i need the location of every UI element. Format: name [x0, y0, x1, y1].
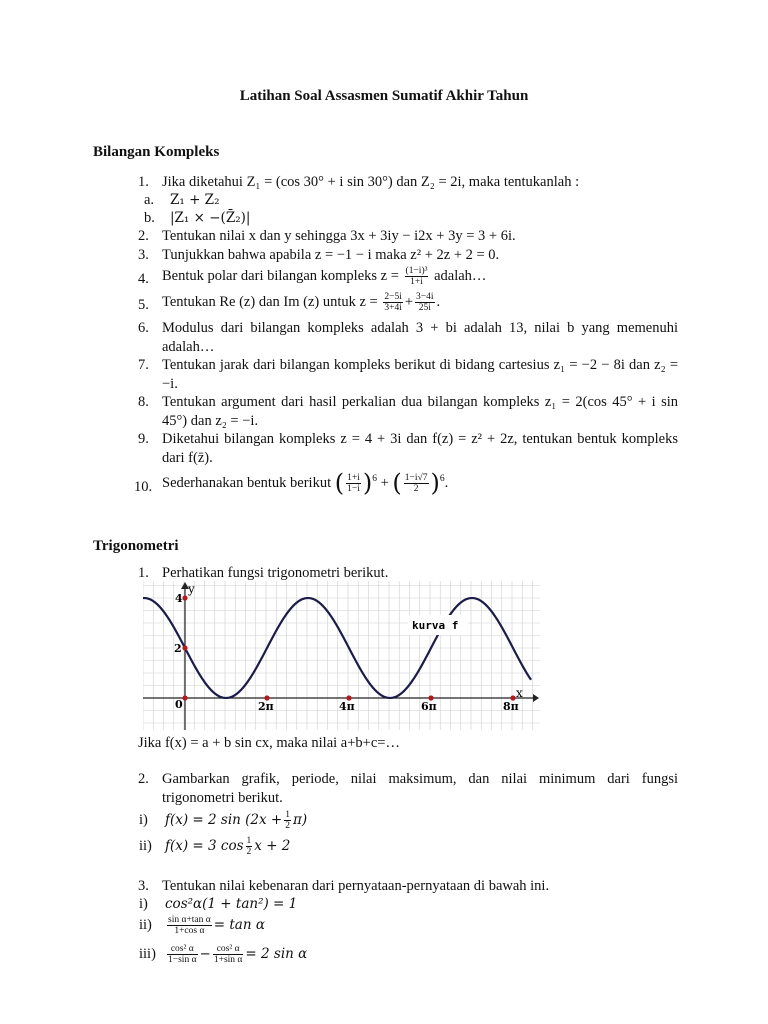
y-tick-4: 4 — [175, 592, 183, 605]
exponent: 6 — [372, 474, 377, 484]
fraction-denominator: 2 — [285, 821, 290, 831]
x-tick-4pi: 4π — [339, 700, 355, 713]
question-text-end: adalah… — [434, 267, 487, 284]
question-number: 6. — [138, 320, 149, 336]
fraction-numerator: 1 — [285, 810, 290, 820]
y-axis-label: y — [188, 582, 195, 596]
fraction — [346, 473, 361, 494]
question-number: 10. — [134, 479, 153, 495]
question-text: Modulus dari bilangan kompleks adalah 3 + bi adalah 13, nilai b yang memenuhi adalah… — [162, 320, 678, 355]
question-6 — [138, 319, 678, 357]
question-5 — [138, 292, 678, 313]
sub-label: a. — [144, 192, 155, 208]
sub-text: cos²α(1 + tan²) = 1 — [165, 896, 298, 912]
question-text: Tunjukkan bahwa apabila z = −1 − i maka z² + 2z + 2 = 0. — [162, 247, 500, 263]
fraction — [405, 266, 429, 287]
question-number: 4. — [138, 271, 149, 287]
question-9 — [138, 430, 678, 468]
question-1a — [144, 191, 219, 210]
question-number: 3. — [138, 878, 149, 894]
question-text: Tentukan argument dari hasil perkalian dua bilangan kompleks z₁ = 2(cos 45° + i sin 45°) dan z₂ = −i. — [162, 394, 678, 429]
fraction — [404, 473, 429, 494]
fraction-numerator: 1 — [246, 836, 252, 846]
question-7 — [138, 356, 678, 394]
fraction-numerator: cos² α — [167, 944, 198, 955]
section-heading-trigonometri: Trigonometri — [93, 538, 179, 554]
exponent: 6 — [439, 474, 445, 484]
sub-text: f(x) = 3 cos — [165, 837, 244, 854]
minus-sign: − — [199, 945, 211, 962]
page-title: Latihan Soal Assasmen Sumatif Akhir Tahun — [239, 88, 529, 104]
fraction-numerator: 1−i√7 — [404, 473, 428, 483]
question-1b — [144, 209, 250, 228]
question-number: 9. — [138, 431, 149, 447]
fraction-numerator: (1−i)³ — [405, 266, 428, 276]
trig-question-3 — [138, 877, 678, 896]
question-number: 7. — [138, 357, 149, 373]
fraction-denominator: 1+cos α — [174, 926, 205, 936]
question-number: 1. — [138, 174, 149, 190]
fraction — [167, 915, 212, 936]
fraction-denominator: 1+sin α — [213, 955, 243, 965]
question-number: 8. — [138, 394, 149, 410]
question-number: 2. — [138, 771, 149, 787]
sub-text: f(x) = 2 sin (2x + — [165, 811, 283, 828]
axis-point — [182, 695, 187, 700]
sub-label: i) — [139, 811, 148, 828]
trig-question-3-i — [139, 895, 297, 914]
fraction — [213, 944, 244, 965]
trig-question-2 — [138, 770, 678, 808]
plus-sign: + — [404, 293, 414, 310]
x-tick-6pi: 6π — [421, 700, 437, 713]
curve-label: kurva f — [412, 619, 459, 632]
question-text: Bentuk polar dari bilangan kompleks z = — [162, 267, 399, 284]
sub-label: iii) — [139, 945, 156, 962]
fraction — [383, 292, 403, 313]
question-text: Tentukan jarak dari bilangan kompleks berikut di bidang cartesius z₁ = −2 − 8i dan z₂ = −i. — [162, 357, 678, 392]
question-text: Perhatikan fungsi trigonometri berikut. — [162, 565, 389, 581]
fraction-denominator: 2 — [246, 847, 252, 857]
trig-question-2-ii — [139, 836, 290, 857]
trig-question-2-i — [139, 810, 307, 831]
question-number: 3. — [138, 247, 149, 263]
sub-text-end: π) — [292, 811, 308, 828]
fraction — [246, 836, 253, 857]
question-text: Sederhanakan bentuk berikut — [162, 474, 332, 491]
axis-point — [182, 645, 187, 650]
sub-label: b. — [144, 210, 155, 226]
fraction — [284, 810, 291, 831]
fraction-denominator: 1−i — [347, 484, 360, 494]
x-tick-8pi: 8π — [503, 700, 519, 713]
question-number: 5. — [138, 297, 149, 313]
fraction-numerator: cos² α — [213, 944, 244, 955]
fraction-numerator: 2−5i — [384, 292, 402, 302]
sub-text-end: = tan α — [213, 916, 265, 933]
period: . — [444, 474, 449, 491]
trig-question-3-iii — [139, 944, 307, 965]
fraction-denominator: 2 — [413, 484, 419, 494]
sub-text: Z₁ + Z₂ — [170, 192, 220, 208]
x-axis-arrow — [533, 694, 539, 702]
axis-point — [182, 595, 187, 600]
origin-label: 0 — [175, 698, 183, 711]
question-text: Tentukan nilai kebenaran dari pernyataan-pernyataan di bawah ini. — [162, 878, 550, 894]
fraction-numerator: 3−4i — [416, 292, 434, 302]
x-axis-label: x — [516, 686, 523, 700]
question-10: 10. Sederhanakan bentuk berikut ( $\frac{1+i}{1-i}$ )$^6$ + ( $\frac{1-i√7}{2}$ )$^6$. — [134, 469, 449, 497]
question-8 — [138, 393, 678, 431]
sub-text: |Z₁ × −(Z̄₂)| — [170, 210, 251, 226]
fraction-numerator: sin α+tan α — [168, 915, 211, 925]
trig-graph — [143, 581, 540, 730]
question-1 — [138, 173, 678, 192]
fraction-denominator: 1−sin α — [168, 955, 197, 965]
question-text: Gambarkan grafik, periode, nilai maksimum, dan nilai minimum dari fungsi trigonometri berikut. — [162, 771, 678, 806]
sub-label: i) — [139, 896, 148, 912]
question-4 — [138, 266, 678, 287]
fraction — [167, 944, 198, 965]
period: . — [436, 293, 441, 310]
trig-question-1-caption: Jika f(x) = a + b sin cx, maka nilai a+b+c=… — [138, 735, 400, 751]
x-tick-2pi: 2π — [258, 700, 274, 713]
fraction-denominator: 1+i — [410, 277, 423, 287]
question-number: 2. — [138, 228, 149, 244]
sub-label: ii) — [139, 837, 152, 854]
fraction-denominator: 3+4i — [384, 303, 402, 313]
fraction-denominator: 25i — [418, 303, 431, 313]
question-3 — [138, 246, 678, 265]
fraction — [415, 292, 435, 313]
trig-question-3-ii — [139, 915, 265, 936]
question-text: Tentukan Re (z) dan Im (z) untuk z = — [162, 293, 378, 310]
sub-label: ii) — [139, 916, 152, 933]
question-text: Diketahui bilangan kompleks z = 4 + 3i dan f(z) = z² + 2z, tentukan bentuk kompleks dari f(z̄). — [162, 431, 678, 466]
fraction-numerator: 1+i — [347, 473, 360, 483]
plus-sign: + — [380, 474, 389, 491]
question-number: 1. — [138, 565, 149, 581]
y-tick-2: 2 — [174, 642, 182, 655]
sub-text-end: x + 2 — [254, 837, 291, 854]
section-heading-bilangan-kompleks: Bilangan Kompleks — [93, 144, 220, 160]
question-2 — [138, 227, 678, 246]
sub-text-end: = 2 sin α — [245, 945, 308, 962]
question-text: Tentukan nilai x dan y sehingga 3x + 3iy − i2x + 3y = 3 + 6i. — [162, 228, 516, 244]
question-text: Jika diketahui Z₁ = (cos 30° + i sin 30°) dan Z₂ = 2i, maka tentukanlah : — [162, 174, 580, 190]
